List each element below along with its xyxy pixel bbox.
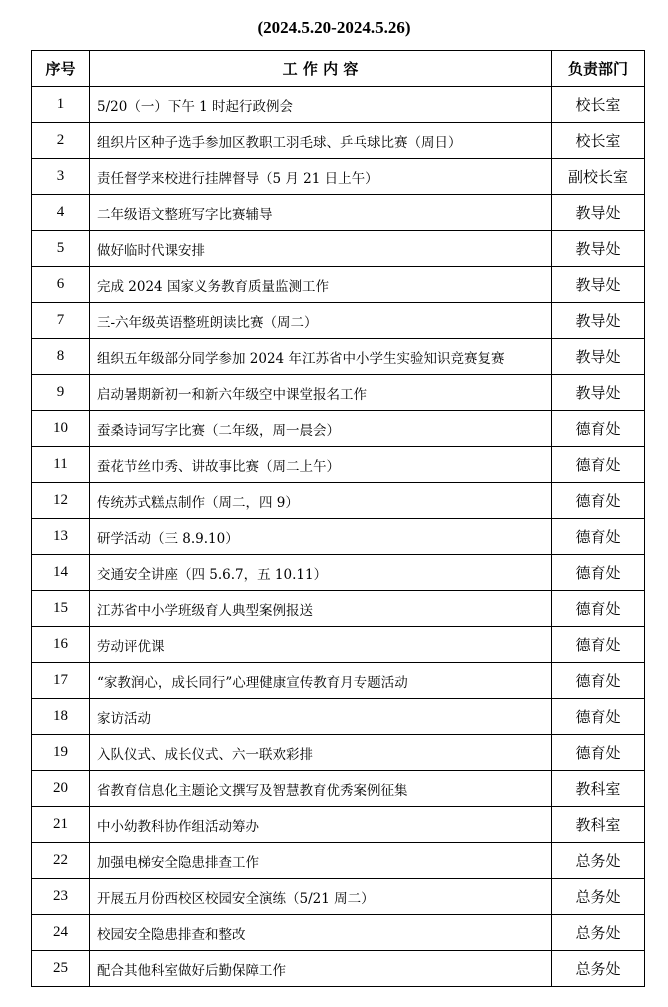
row-number: 24 [32, 915, 90, 951]
row-department: 教导处 [552, 231, 645, 267]
document-title: (2024.5.20-2024.5.26) [257, 18, 411, 37]
table-row [32, 591, 645, 627]
table-row [32, 447, 645, 483]
row-number: 5 [32, 231, 90, 267]
row-content: 责任督学来校进行挂牌督导（5 月 21 日上午） [90, 159, 552, 195]
row-number: 21 [32, 807, 90, 843]
row-number: 13 [32, 519, 90, 555]
row-content: 三-六年级英语整班朗读比赛（周二） [90, 303, 552, 339]
schedule-table [31, 50, 645, 987]
row-content: 开展五月份西校区校园安全演练（5/21 周二） [90, 879, 552, 915]
row-content: 省教育信息化主题论文撰写及智慧教育优秀案例征集 [90, 771, 552, 807]
row-number: 15 [32, 591, 90, 627]
table-row [32, 159, 645, 195]
row-content: 配合其他科室做好后勤保障工作 [90, 951, 552, 987]
row-content: 交通安全讲座（四 5.6.7，五 10.11） [90, 555, 552, 591]
row-department: 校长室 [552, 123, 645, 159]
row-number: 12 [32, 483, 90, 519]
row-department: 教导处 [552, 339, 645, 375]
row-number: 17 [32, 663, 90, 699]
table-row [32, 195, 645, 231]
table-row [32, 375, 645, 411]
row-department: 德育处 [552, 555, 645, 591]
row-number: 25 [32, 951, 90, 987]
row-number: 18 [32, 699, 90, 735]
table-row [32, 267, 645, 303]
row-department: 德育处 [552, 483, 645, 519]
row-content: 家访活动 [90, 699, 552, 735]
row-number: 1 [32, 87, 90, 123]
table-row [32, 123, 645, 159]
row-content: 江苏省中小学班级育人典型案例报送 [90, 591, 552, 627]
table-row [32, 807, 645, 843]
row-content: 组织五年级部分同学参加 2024 年江苏省中小学生实验知识竞赛复赛 [90, 339, 552, 375]
row-department: 教科室 [552, 807, 645, 843]
row-department: 德育处 [552, 447, 645, 483]
row-content: 5/20（一）下午 1 时起行政例会 [90, 87, 552, 123]
table-row [32, 771, 645, 807]
row-number: 4 [32, 195, 90, 231]
row-number: 9 [32, 375, 90, 411]
row-department: 教科室 [552, 771, 645, 807]
row-number: 16 [32, 627, 90, 663]
table-row [32, 699, 645, 735]
row-number: 14 [32, 555, 90, 591]
row-department: 副校长室 [552, 159, 645, 195]
row-content: 二年级语文整班写字比赛辅导 [90, 195, 552, 231]
row-department: 教导处 [552, 375, 645, 411]
row-number: 10 [32, 411, 90, 447]
row-department: 校长室 [552, 87, 645, 123]
table-row [32, 843, 645, 879]
row-department: 德育处 [552, 735, 645, 771]
row-content: 校园安全隐患排查和整改 [90, 915, 552, 951]
row-number: 3 [32, 159, 90, 195]
row-number: 19 [32, 735, 90, 771]
row-content: 劳动评优课 [90, 627, 552, 663]
row-content: 入队仪式、成长仪式、六一联欢彩排 [90, 735, 552, 771]
table-row [32, 303, 645, 339]
row-department: 教导处 [552, 195, 645, 231]
row-content: 完成 2024 国家义务教育质量监测工作 [90, 267, 552, 303]
table-body [32, 87, 645, 987]
row-number: 23 [32, 879, 90, 915]
row-department: 德育处 [552, 627, 645, 663]
row-number: 2 [32, 123, 90, 159]
header-dept: 负责部门 [552, 51, 645, 87]
table-row [32, 627, 645, 663]
table-header-row [32, 51, 645, 87]
row-department: 总务处 [552, 879, 645, 915]
row-number: 22 [32, 843, 90, 879]
row-department: 总务处 [552, 951, 645, 987]
table-row [32, 411, 645, 447]
table-row [32, 915, 645, 951]
row-number: 8 [32, 339, 90, 375]
table-row [32, 339, 645, 375]
table-row [32, 555, 645, 591]
row-content: 组织片区种子选手参加区教职工羽毛球、乒乓球比赛（周日） [90, 123, 552, 159]
row-content: 中小幼教科协作组活动筹办 [90, 807, 552, 843]
row-department: 德育处 [552, 411, 645, 447]
row-department: 德育处 [552, 663, 645, 699]
table-row [32, 951, 645, 987]
row-content: “家教润心，成长同行”心理健康宣传教育月专题活动 [90, 663, 552, 699]
row-number: 20 [32, 771, 90, 807]
row-department: 教导处 [552, 303, 645, 339]
row-content: 加强电梯安全隐患排查工作 [90, 843, 552, 879]
row-content: 传统苏式糕点制作（周二，四 9） [90, 483, 552, 519]
row-content: 研学活动（三 8.9.10） [90, 519, 552, 555]
row-department: 总务处 [552, 915, 645, 951]
row-content: 做好临时代课安排 [90, 231, 552, 267]
row-department: 德育处 [552, 519, 645, 555]
row-department: 总务处 [552, 843, 645, 879]
row-number: 7 [32, 303, 90, 339]
row-department: 教导处 [552, 267, 645, 303]
table-row [32, 483, 645, 519]
row-content: 蚕桑诗词写字比赛（二年级，周一晨会） [90, 411, 552, 447]
row-number: 11 [32, 447, 90, 483]
table-row [32, 879, 645, 915]
row-number: 6 [32, 267, 90, 303]
row-department: 德育处 [552, 591, 645, 627]
row-department: 德育处 [552, 699, 645, 735]
row-content: 蚕花节丝巾秀、讲故事比赛（周二上午） [90, 447, 552, 483]
table-row [32, 663, 645, 699]
header-content: 工 作 内 容 [90, 51, 552, 87]
row-content: 启动暑期新初一和新六年级空中课堂报名工作 [90, 375, 552, 411]
table-row [32, 519, 645, 555]
table-row [32, 231, 645, 267]
header-no: 序号 [32, 51, 90, 87]
table-row [32, 87, 645, 123]
table-row [32, 735, 645, 771]
